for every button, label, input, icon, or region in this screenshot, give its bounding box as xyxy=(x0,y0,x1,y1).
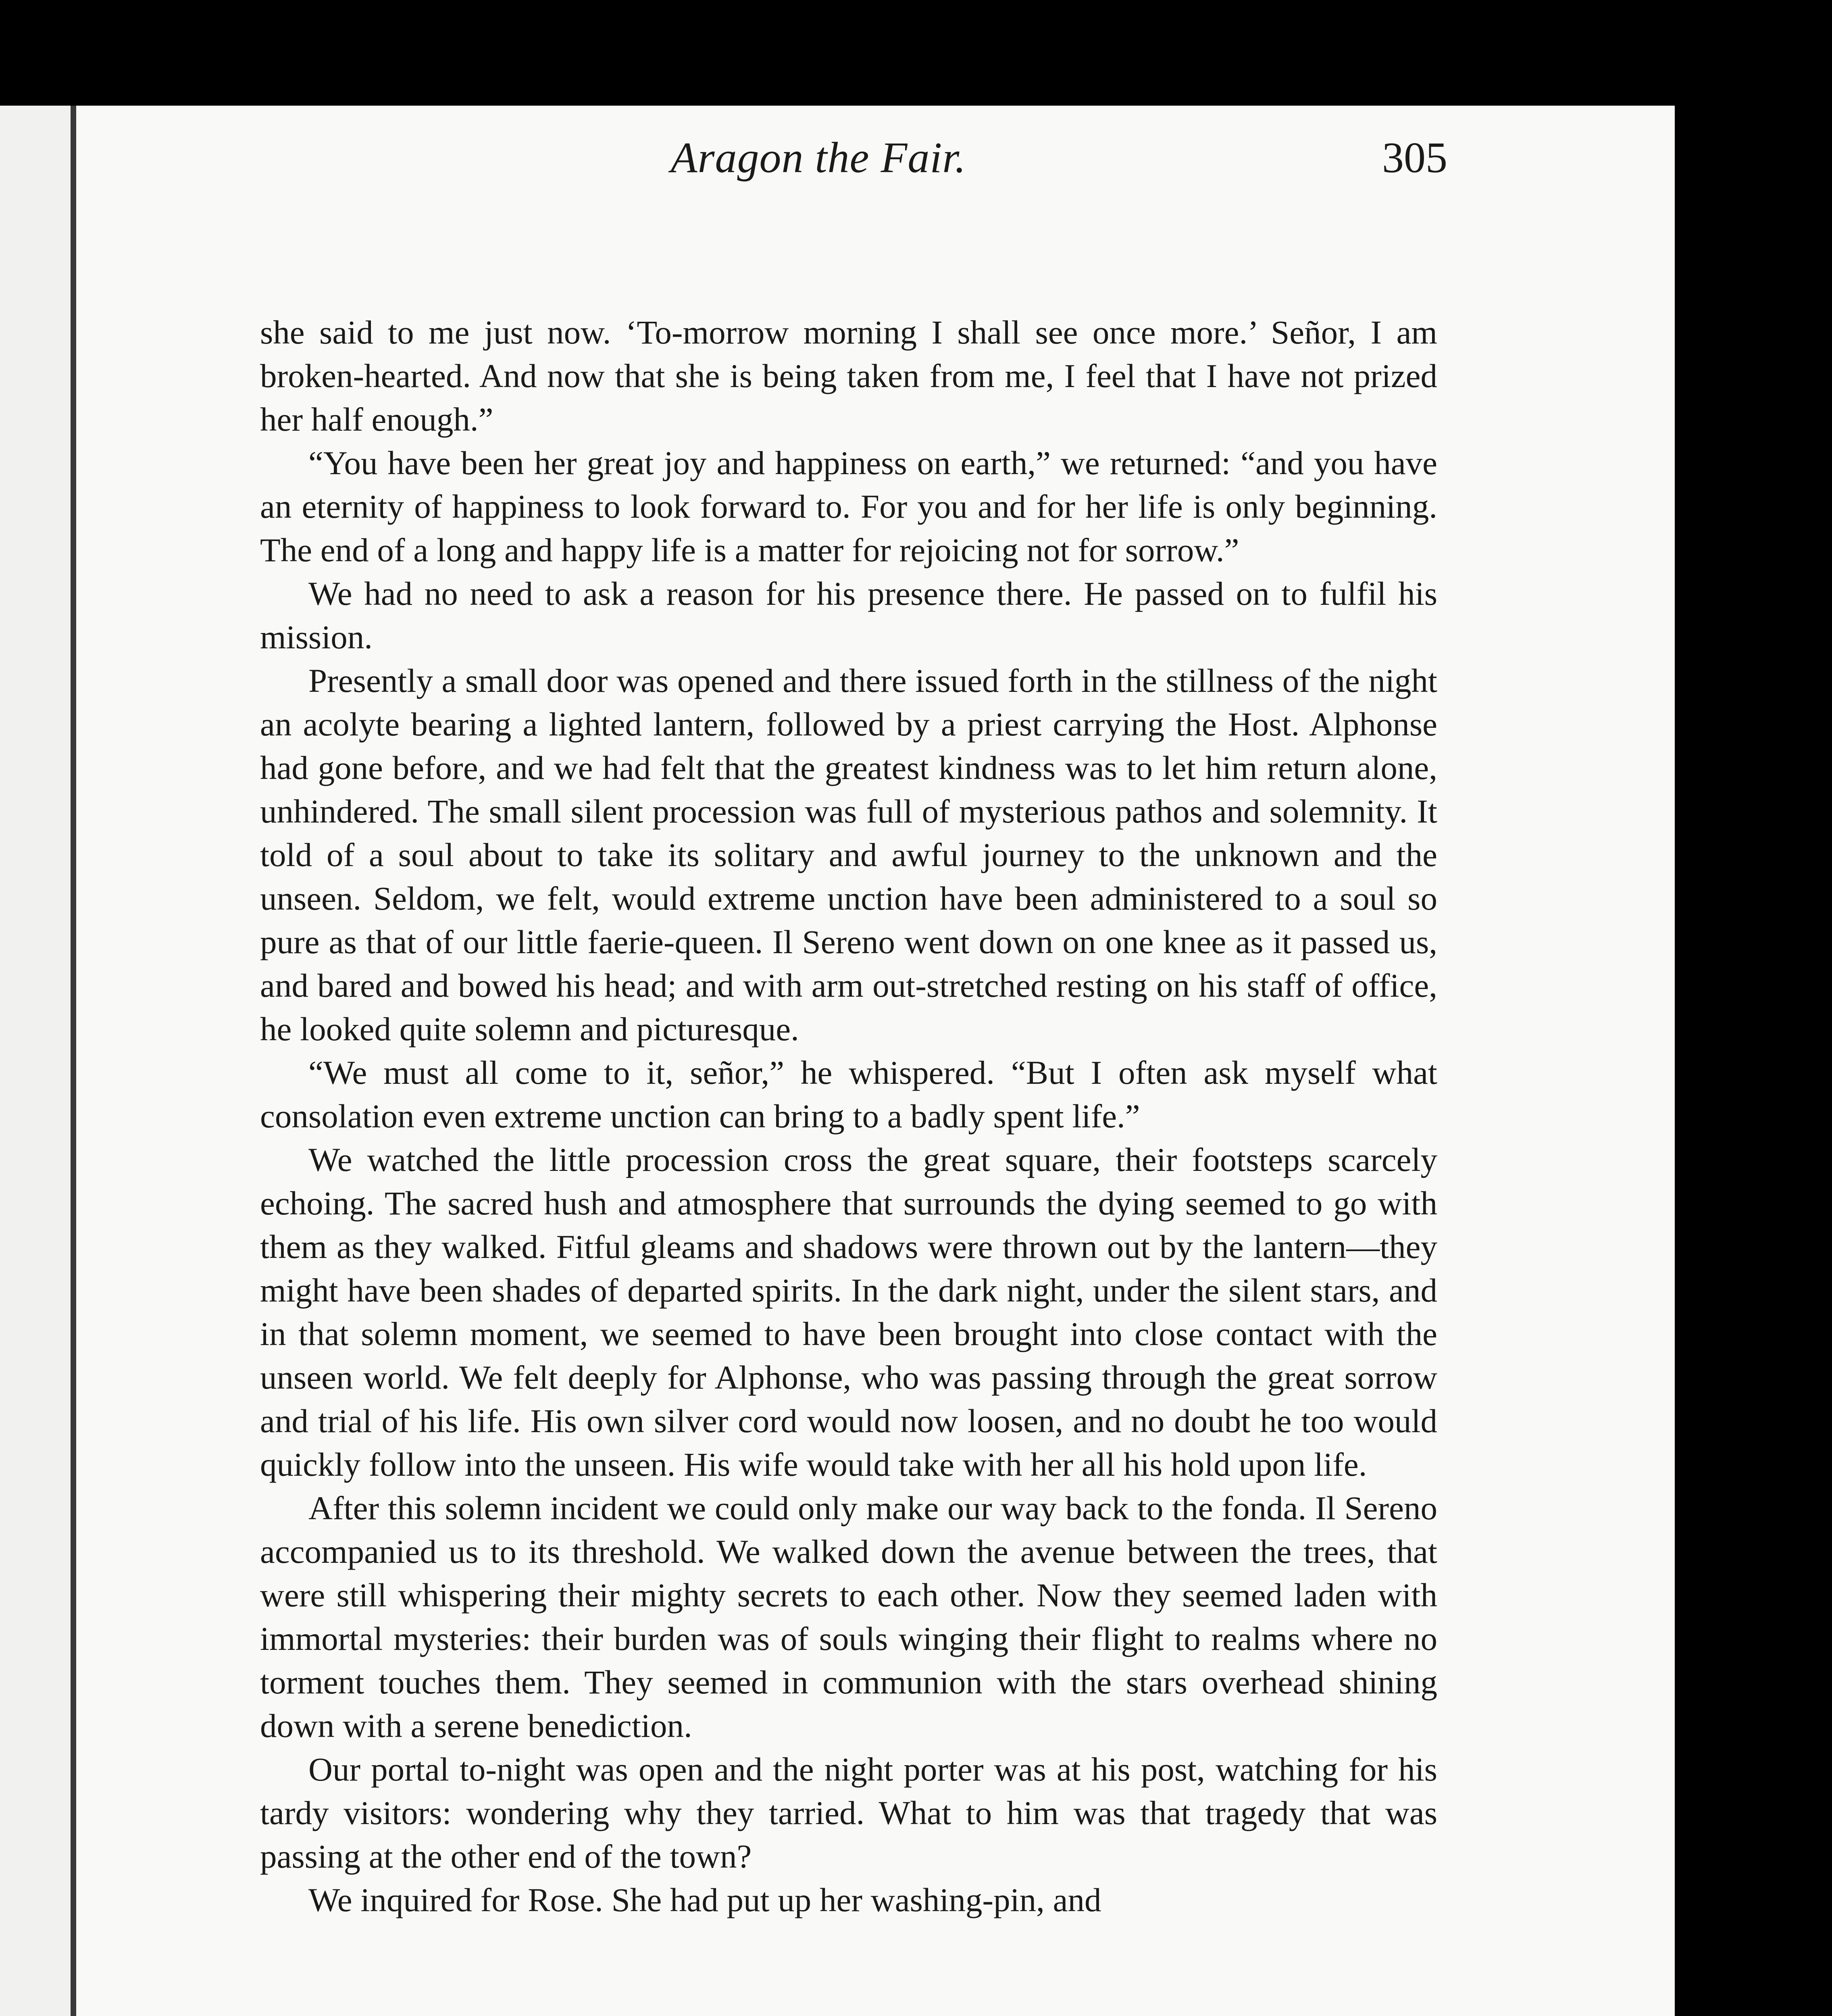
facing-page-edge xyxy=(0,106,71,2016)
paragraph: We had no need to ask a reason for his presence there. He passed on to fulfil his mission. xyxy=(260,575,1437,656)
running-title: Aragon the Fair. xyxy=(670,134,966,182)
paragraph: “You have been her great joy and happiness on earth,” we returned: “and you have an eternity of happiness to look forward to. For you and for her life is only beginning. The end of a long and happy life is a matter for rejoicing not for sorrow.” xyxy=(260,444,1437,569)
paragraph: Presently a small door was opened and there issued forth in the stillness of the night an acolyte bearing a lighted lantern, followed by a priest carrying the Host. Alphonse had gone before, and we had felt that the greatest kindness was to let him return alone, unhindered. The small silent procession was full of mysterious pathos and solemnity. It told of a soul about to take its solitary and awful journey to the unknown and the unseen. Seldom, we felt, would extreme unction have been administered to a soul so pure as that of our little faerie-queen. Il Sereno went down on one knee as it passed us, and bared and bowed his head; and with arm out-stretched resting on his staff of office, he looked quite solemn and picturesque. xyxy=(260,662,1437,1048)
paragraph: Our portal to-night was open and the night porter was at his post, watching for his tardy visitors: wondering why they tarried. What to him was that tragedy that was passing at the other end of the town? xyxy=(260,1751,1437,1875)
paragraph: she said to me just now. ‘To-morrow morning I shall see once more.’ Señor, I am broken-hearted. And now that she is being taken from me, I feel that I have not prized her half enough.” xyxy=(260,314,1437,438)
paragraph: “We must all come to it, señor,” he whispered. “But I often ask myself what consolation even extreme unction can bring to a badly spent life.” xyxy=(260,1054,1437,1135)
body-text xyxy=(260,310,1437,1922)
page-gutter xyxy=(71,106,76,2016)
page-header xyxy=(189,133,1447,190)
paragraph: We inquired for Rose. She had put up her washing-pin, and xyxy=(308,1881,1101,1918)
paragraph: We watched the little procession cross the great square, their footsteps scarcely echoing. The sacred hush and atmosphere that surrounds the dying seemed to go with them as they walked. Fitful gleams and shadows were thrown out by the lantern—they might have been shades of departed spirits. In the dark night, under the silent stars, and in that solemn moment, we seemed to have been brought into close contact with the unseen world. We felt deeply for Alphonse, who was passing through the great sorrow and trial of his life. His own silver cord would now loosen, and no doubt he too would quickly follow into the unseen. His wife would take with her all his hold upon life. xyxy=(260,1141,1437,1483)
paragraph: After this solemn incident we could only make our way back to the fonda. Il Sereno accompanied us to its threshold. We walked down the avenue between the trees, that were still whispering their mighty secrets to each other. Now they seemed laden with immortal mysteries: their burden was of souls winging their flight to realms where no torment touches them. They seemed in communion with the stars overhead shining down with a serene benediction. xyxy=(260,1489,1437,1744)
page-number: 305 xyxy=(1382,134,1447,182)
